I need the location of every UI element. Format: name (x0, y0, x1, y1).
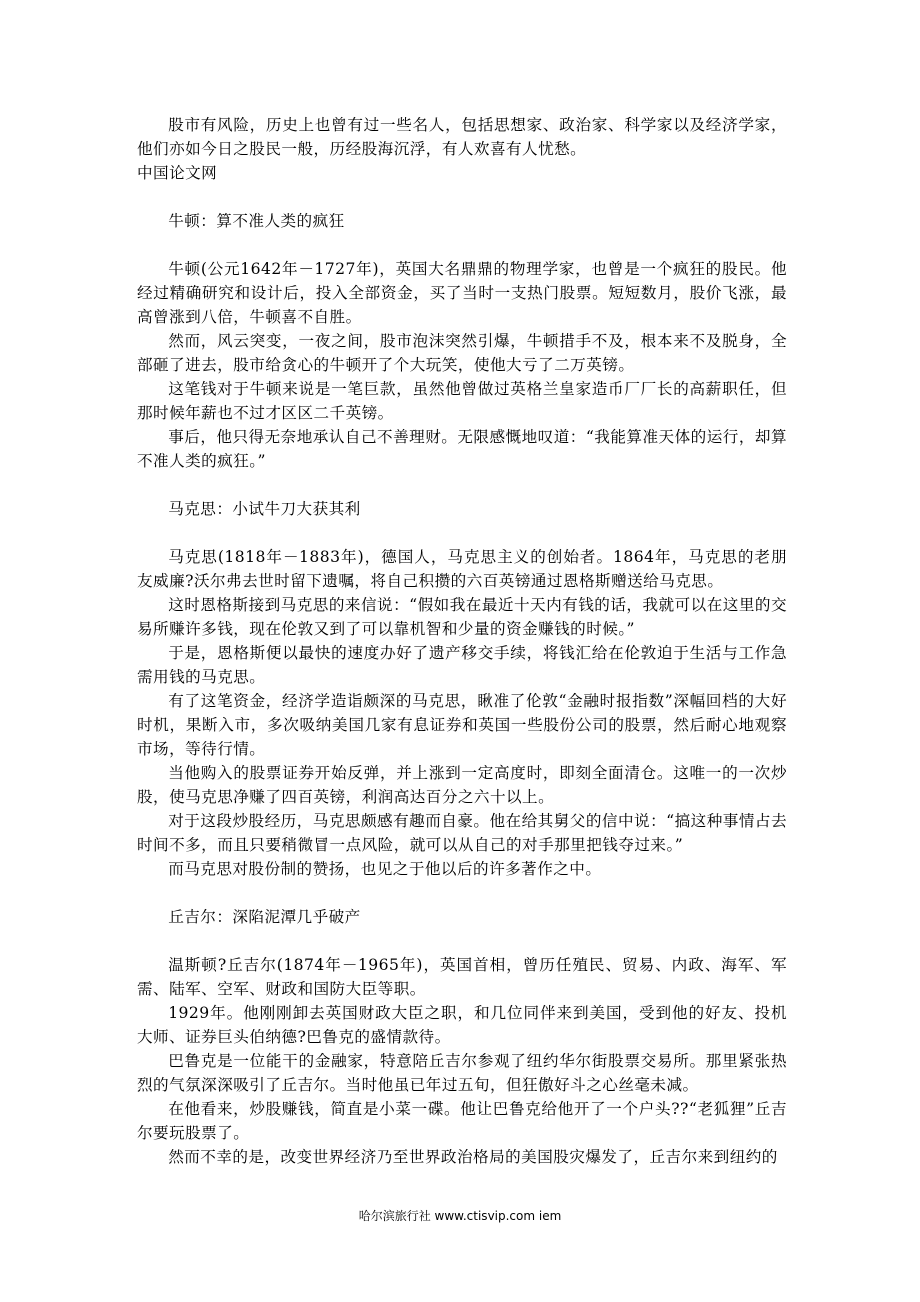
paragraph: 于是，恩格斯便以最快的速度办好了遗产移交手续，将钱汇给在伦敦迫于生活与工作急需用钱的马克思。 (137, 644, 787, 686)
paragraph: 然而不幸的是，改变世界经济乃至世界政治格局的美国股灾爆发了，丘吉尔来到纽约的 (168, 1148, 778, 1166)
paragraph: 巴鲁克是一位能干的金融家，特意陪丘吉尔参观了纽约华尔街股票交易所。那里紧张热烈的气氛深深吸引了丘吉尔。当时他虽已年过五旬，但狂傲好斗之心丝毫未减。 (137, 1052, 787, 1094)
intro-paragraph: 股市有风险，历史上也曾有过一些名人，包括思想家、政治家、科学家以及经济学家，他们亦如今日之股民一般，历经股海沉浮，有人欢喜有人忧愁。 (137, 116, 787, 158)
paragraph: 当他购入的股票证券开始反弹，并上涨到一定高度时，即刻全面清仓。这唯一的一次炒股，使马克思净赚了四百英镑，利润高达百分之六十以上。 (137, 764, 787, 806)
paragraph: 在他看来，炒股赚钱，简直是小菜一碟。他让巴鲁克给他开了一个户头??“老狐狸”丘吉尔要玩股票了。 (137, 1100, 787, 1142)
paragraph: 然而，风云突变，一夜之间，股市泡沫突然引爆，牛顿措手不及，根本来不及脱身，全部砸了进去，股市给贪心的牛顿开了个大玩笑，使他大亏了二万英镑。 (137, 332, 787, 374)
paragraph: 1929年。他刚刚卸去英国财政大臣之职，和几位同伴来到美国，受到他的好友、投机大师、证券巨头伯纳德?巴鲁克的盛情款待。 (137, 1004, 787, 1046)
paragraph: 对于这段炒股经历，马克思颇感有趣而自豪。他在给其舅父的信中说：“搞这种事情占去时间不多，而且只要稍微冒一点风险，就可以从自己的对手那里把钱夺过来。” (137, 812, 787, 854)
paragraph: 这时恩格斯接到马克思的来信说：“假如我在最近十天内有钱的话，我就可以在这里的交易所赚许多钱，现在伦敦又到了可以靠机智和少量的资金赚钱的时候。” (137, 596, 787, 638)
paragraph: 温斯顿?丘吉尔(1874年－1965年)，英国首相，曾历任殖民、贸易、内政、海军、军需、陆军、空军、财政和国防大臣等职。 (137, 956, 787, 998)
section-heading-churchill: 丘吉尔：深陷泥潭几乎破产 (168, 908, 361, 926)
paragraph: 这笔钱对于牛顿来说是一笔巨款，虽然他曾做过英格兰皇家造币厂厂长的高薪职任，但那时候年薪也不过才区区二千英镑。 (137, 380, 787, 422)
page-footer: 哈尔滨旅行社 www.ctisvip.com iem (358, 1209, 562, 1223)
section-heading-newton: 牛顿：算不准人类的疯狂 (168, 212, 345, 230)
section-heading-marx: 马克思：小试牛刀大获其利 (168, 500, 361, 518)
paragraph: 牛顿(公元1642年－1727年)，英国大名鼎鼎的物理学家，也曾是一个疯狂的股民。他经过精确研究和设计后，投入全部资金，买了当时一支热门股票。短短数月，股价飞涨，最高曾涨到八倍，牛顿喜不自胜。 (137, 260, 787, 326)
paragraph: 有了这笔资金，经济学造诣颇深的马克思，瞅准了伦敦“金融时报指数”深幅回档的大好时机，果断入市，多次吸纳美国几家有息证券和英国一些股份公司的股票，然后耐心地观察市场，等待行情。 (137, 692, 787, 758)
paragraph: 马克思(1818年－1883年)，德国人，马克思主义的创始者。1864年，马克思的老朋友威廉?沃尔弗去世时留下遗嘱，将自己积攒的六百英镑通过恩格斯赠送给马克思。 (137, 548, 787, 590)
source-label: 中国论文网 (137, 164, 218, 182)
paragraph: 事后，他只得无奈地承认自己不善理财。无限感慨地叹道：“我能算准天体的运行，却算不准人类的疯狂。” (137, 428, 787, 470)
paragraph: 而马克思对股份制的赞扬，也见之于他以后的许多著作之中。 (168, 860, 602, 878)
document-body (137, 113, 787, 1169)
